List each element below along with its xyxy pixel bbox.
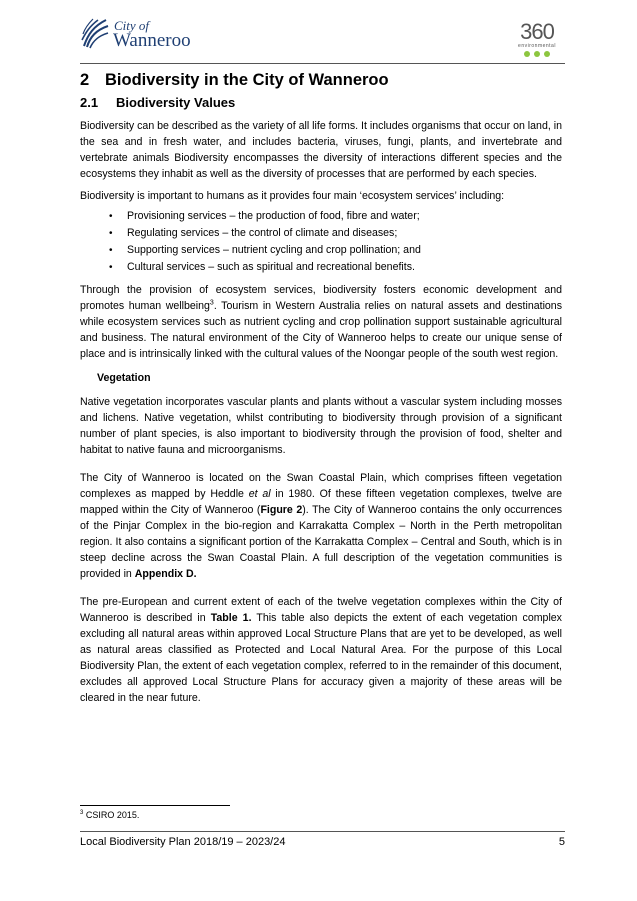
logo-360-sub: environmental (518, 43, 556, 49)
paragraph-biodiversity-definition: Biodiversity can be described as the variety of all life forms. It includes organisms that occur on land, in the sea and in fresh water, and includes bacteria, viruses, fungi, plants, and invertebrate and vertebrate animals Biodiversity encompasses the diversity of interactions different species and the ecosystems they inhabit as well as the diversity of processes that are performed by each species. (80, 120, 562, 180)
text-run: The City of Wanneroo is located on the Swan Coastal Plain, which comprises fifteen vegetation complexes as mapped by Heddle (80, 472, 562, 500)
footnote-divider (80, 805, 230, 806)
figure-reference: Figure 2 (260, 504, 303, 516)
section-heading (80, 68, 562, 92)
footnote-text: CSIRO 2015. (83, 810, 140, 820)
logo-line-1: City of (114, 18, 150, 33)
city-of-wanneroo-logo (80, 16, 191, 50)
section-title: Biodiversity in the City of Wanneroo (105, 71, 389, 89)
list-item: • Regulating services – the control of climate and diseases; (80, 225, 562, 242)
paragraph-native-vegetation: Native vegetation incorporates vascular plants and plants without a vascular system including mosses and lichens. Native vegetation, whilst contributing to biodiversity through provision of a significant number of plant species, is also important to biodiversity through the provision of food, shelter and habitat to native fauna and microorganisms. (80, 396, 562, 456)
logo-dots (509, 51, 565, 57)
wanneroo-emblem-icon (80, 16, 110, 50)
vegetation-heading: Vegetation (97, 372, 151, 384)
text-run: This table also depicts the extent of each vegetation complex excluding all natural areas within approved Local Structure Plans that are yet to be developed, as well as natural areas classified as Protected and Local Natural Area. For the purpose of this Local Biodiversity Plan, the extent of each vegetation complex, referred to in the remainder of this document, excludes all approved Local Structure Plans for accuracy given a majority of these areas will be cleared in the near future. (80, 612, 562, 704)
paragraph-swan-coastal-plain (80, 470, 562, 582)
paragraph-ecosystem-services: Biodiversity is important to humans as it provides four main ‘ecosystem services’ including: (80, 190, 505, 202)
text-italic: et al (248, 488, 271, 500)
page-footer (80, 836, 565, 848)
list-item: • Cultural services – such as spiritual and recreational benefits. (80, 259, 562, 276)
paragraph-wellbeing (80, 282, 562, 362)
page-content (80, 68, 562, 712)
list-item: • Provisioning services – the production of food, fibre and water; (80, 208, 562, 225)
footer-title: Local Biodiversity Plan 2018/19 – 2023/24 (80, 836, 286, 848)
text-run: in 1980. Of these fifteen vegetation complexes, twelve are mapped within the City of Wanneroo ( (80, 488, 563, 516)
footnote-reference: 3 (209, 299, 214, 307)
table-reference: Table 1. (210, 612, 252, 624)
footnote (80, 810, 139, 820)
logo-line-2: Wanneroo (113, 30, 191, 51)
page-number: 5 (558, 836, 565, 848)
subsection-title: Biodiversity Values (116, 95, 236, 110)
footer-divider (80, 831, 565, 832)
subsection-heading (80, 93, 562, 113)
appendix-reference: Appendix D. (134, 568, 197, 580)
footnote-number: 3 (80, 810, 84, 816)
text-run: . Tourism in Western Australia relies on natural assets and destinations while ecosystem services such as nutrient cycling and crop pollination support sustainable agricultural and business. The natural environment of the City of Wanneroo helps to create our unique sense of place and is intrinsically linked with the cultural values of the Noongar people of the south west region. (80, 300, 562, 360)
subsection-number: 2.1 (80, 95, 99, 110)
text-run: Through the provision of ecosystem services, biodiversity fosters economic development and promotes human wellbeing (80, 284, 562, 312)
logo-360-number: 360 (520, 19, 554, 44)
360-environmental-logo (509, 19, 565, 57)
list-item: • Supporting services – nutrient cycling and crop pollination; and (80, 242, 562, 259)
text-run: ). The City of Wanneroo contains the only occurrences of the Pinjar Complex in the bio-region and Karrakatta Complex – North in the Perth metropolitan region. It also contains a significant portion of the Karrakatta Complex – Central and South, which is in steep decline across the Swan Coastal Plain. A full description of the vegetation communities is provided in (80, 504, 562, 580)
paragraph-vegetation-extent (80, 594, 562, 706)
page-header (80, 14, 565, 62)
text-run: The pre-European and current extent of each of the twelve vegetation complexes within the City of Wanneroo is described in (80, 596, 562, 624)
ecosystem-services-list (80, 208, 562, 276)
section-number: 2 (80, 71, 90, 89)
header-divider (80, 63, 565, 64)
